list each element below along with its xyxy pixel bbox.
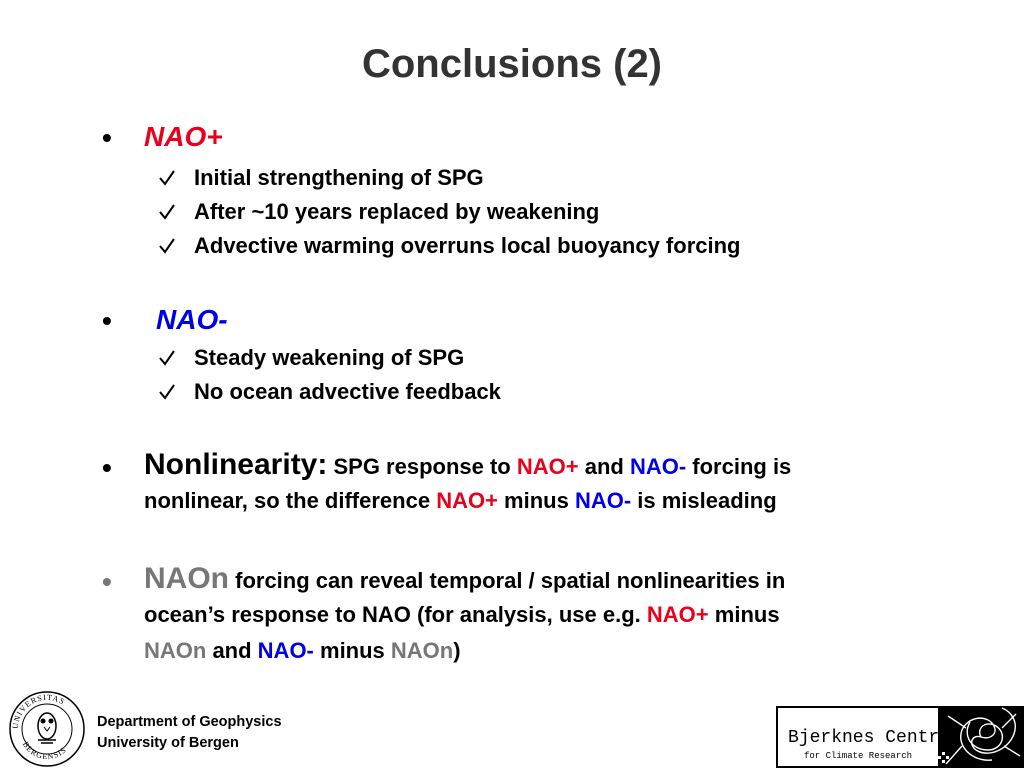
section-heading-nao-plus: NAO+ xyxy=(144,121,223,152)
text-run: nonlinear, so the difference xyxy=(144,488,437,513)
list-item: No ocean advective feedback xyxy=(194,379,501,404)
list-item: Steady weakening of SPG xyxy=(194,345,465,370)
naon-term: NAOn xyxy=(390,638,454,663)
footer-affiliation xyxy=(97,712,282,754)
text-run: ocean’s response to NAO (for analysis, use e.g. xyxy=(144,602,647,627)
text-run: is misleading xyxy=(631,488,777,513)
list-item: After ~10 years replaced by weakening xyxy=(194,199,600,224)
nonlinearity-paragraph xyxy=(144,448,994,524)
text-run: forcing is xyxy=(686,454,792,479)
text-run: and xyxy=(578,454,630,479)
svg-text:BERGENSIS: BERGENSIS xyxy=(20,740,69,762)
svg-text:UNIVERSITAS: UNIVERSITAS xyxy=(10,692,67,730)
bullet-dot: • xyxy=(102,122,112,153)
footer-department: Department of Geophysics xyxy=(97,714,282,730)
nao-minus-term: NAO- xyxy=(629,454,687,479)
nao-minus-term: NAO- xyxy=(574,488,632,513)
checkmark-icon xyxy=(158,203,176,221)
text-run: minus xyxy=(313,638,391,663)
bullet-dot: • xyxy=(102,305,112,336)
naon-term: NAOn xyxy=(144,638,207,663)
nonlinearity-lead: Nonlinearity: xyxy=(144,448,328,481)
checkmark-icon xyxy=(158,349,176,367)
bullet-dot: • xyxy=(102,452,112,483)
nao-plus-term: NAO+ xyxy=(516,454,579,479)
bullet-dot: • xyxy=(102,566,112,597)
naon-lead: NAOn xyxy=(144,562,229,595)
logo-title: Bjerknes Centre xyxy=(788,728,951,748)
text-run: SPG response to xyxy=(327,454,517,479)
list-item: Advective warming overruns local buoyancy forcing xyxy=(194,233,741,258)
footer-university: University of Bergen xyxy=(97,735,239,751)
text-run: minus xyxy=(497,488,575,513)
checkmark-icon xyxy=(158,237,176,255)
text-run: minus xyxy=(708,602,780,627)
nao-minus-term: NAO- xyxy=(257,638,314,663)
slide-title: Conclusions (2) xyxy=(361,42,663,86)
list-item: Initial strengthening of SPG xyxy=(194,165,484,190)
text-run: and xyxy=(206,638,258,663)
logo-subtitle: for Climate Research xyxy=(804,751,913,761)
university-seal-logo xyxy=(8,690,86,768)
checkmark-icon xyxy=(158,383,176,401)
section-heading-nao-minus: NAO- xyxy=(156,304,228,335)
bjerknes-centre-logo xyxy=(776,706,1024,768)
text-run: forcing can reveal temporal / spatial nonlinearities in xyxy=(229,568,786,593)
nao-plus-term: NAO+ xyxy=(646,602,709,627)
naon-paragraph xyxy=(144,562,994,674)
checkmark-icon xyxy=(158,169,176,187)
text-run: ) xyxy=(453,638,461,663)
nao-plus-term: NAO+ xyxy=(436,488,498,513)
